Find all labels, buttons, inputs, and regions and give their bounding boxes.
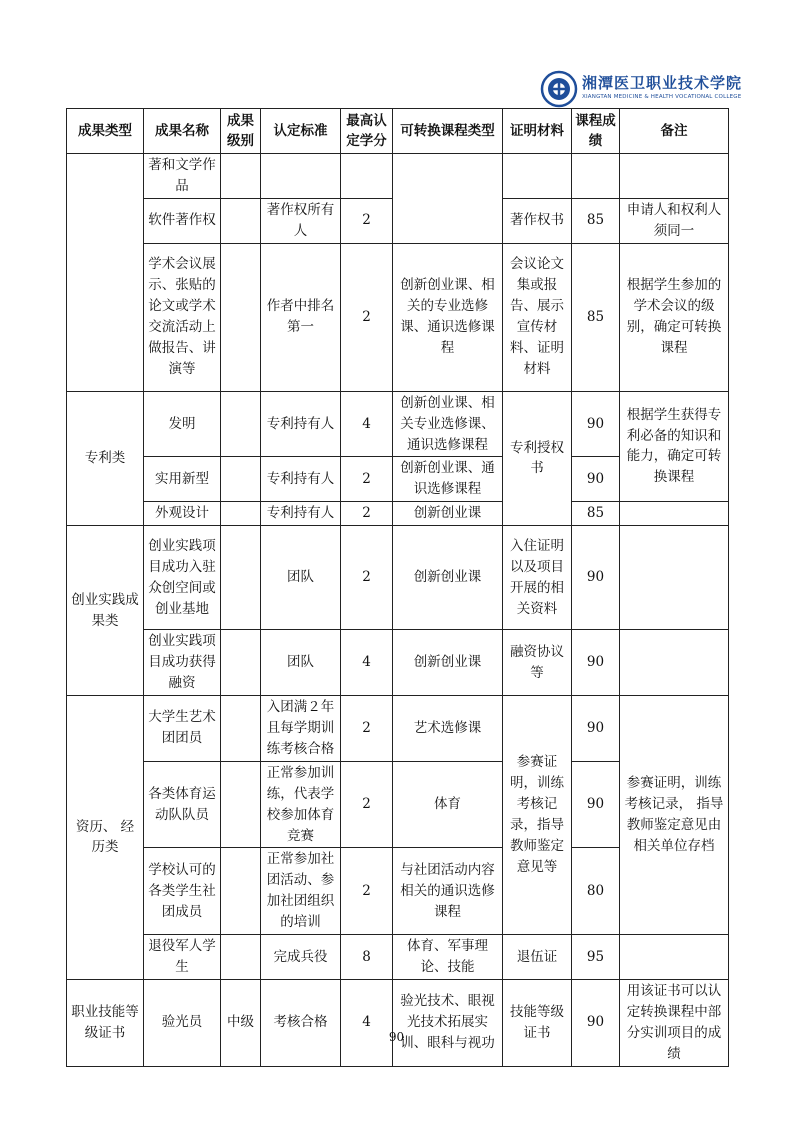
table-row <box>67 935 729 980</box>
score: 85 <box>572 198 620 243</box>
table-row <box>67 526 729 630</box>
header-cell: 成果级别 <box>221 109 261 154</box>
table-row <box>67 979 729 1066</box>
credit: 4 <box>341 630 393 696</box>
standard: 正常参加训练，代表学校参加体育竞赛 <box>261 761 341 848</box>
course-type: 创新创业课、相关的专业选修课、通识选修课程 <box>393 243 503 391</box>
credit: 2 <box>341 695 393 761</box>
header-cell: 成果名称 <box>144 109 221 154</box>
achievement-name: 实用新型 <box>144 457 221 502</box>
achievement-name: 验光员 <box>144 979 221 1066</box>
credit: 2 <box>341 502 393 526</box>
achievement-name: 各类体育运动队队员 <box>144 761 221 848</box>
school-logo <box>540 70 743 110</box>
proof: 著作权书 <box>503 198 572 243</box>
note: 参赛证明，训练考核记录， 指导教师鉴定意见由相关单位存档 <box>620 695 729 934</box>
standard: 著作权所有人 <box>261 198 341 243</box>
achievement-name: 创业实践项目成功入驻众创空间或 创业基地 <box>144 526 221 630</box>
course-type: 体育 <box>393 761 503 848</box>
note: 根据学生参加的学术会议的级别，确定可转换课程 <box>620 243 729 391</box>
course-type: 验光技术、眼视光技术拓展实训、眼科与视功 <box>393 979 503 1066</box>
credit: 4 <box>341 979 393 1066</box>
score: 90 <box>572 457 620 502</box>
course-type: 创新创业课 <box>393 502 503 526</box>
score: 90 <box>572 526 620 630</box>
proof: 专利授权书 <box>503 391 572 526</box>
score: 85 <box>572 243 620 391</box>
header-cell: 认定标准 <box>261 109 341 154</box>
proof: 参赛证明，训练考核记录，指导教师鉴定意见等 <box>503 695 572 934</box>
score: 85 <box>572 502 620 526</box>
table-header-row <box>67 109 729 154</box>
table-row <box>67 502 729 526</box>
header-cell: 证明材料 <box>503 109 572 154</box>
header-cell: 最高认定学分 <box>341 109 393 154</box>
proof: 退伍证 <box>503 935 572 980</box>
achievement-name: 学术会议展示、张贴的论文或学术交流活动上做报告、讲演等 <box>144 243 221 391</box>
credit: 2 <box>341 848 393 935</box>
standard: 团队 <box>261 526 341 630</box>
page-number: 90 <box>388 1030 405 1044</box>
achievement-name: 著和文学作品 <box>144 154 221 199</box>
standard: 团队 <box>261 630 341 696</box>
standard: 专利持有人 <box>261 391 341 457</box>
course-type: 创新创业课、相关专业选修课、通识选修课程 <box>393 391 503 457</box>
credit: 2 <box>341 198 393 243</box>
score: 90 <box>572 391 620 457</box>
achievement-name: 创业实践项目成功获得融资 <box>144 630 221 696</box>
achievement-level: 中级 <box>221 979 261 1066</box>
credit: 4 <box>341 391 393 457</box>
score: 80 <box>572 848 620 935</box>
header-cell: 备注 <box>620 109 729 154</box>
proof: 融资协议等 <box>503 630 572 696</box>
header-cell: 成果类型 <box>67 109 144 154</box>
achievement-name: 软件著作权 <box>144 198 221 243</box>
achievement-type: 创业实践成果类 <box>67 526 144 696</box>
school-name-en: XIANGTAN MEDICINE & HEALTH VOCATIONAL COLLEGE <box>582 94 742 100</box>
credit: 2 <box>341 457 393 502</box>
table-row <box>67 695 729 761</box>
table-row <box>67 630 729 696</box>
table-row <box>67 391 729 457</box>
standard: 考核合格 <box>261 979 341 1066</box>
course-type: 创新创业课 <box>393 526 503 630</box>
score: 90 <box>572 695 620 761</box>
credit: 2 <box>341 243 393 391</box>
course-type: 创新创业课 <box>393 630 503 696</box>
credit-table <box>66 108 729 1067</box>
score: 90 <box>572 630 620 696</box>
proof: 技能等级证书 <box>503 979 572 1066</box>
achievement-name: 大学生艺术团团员 <box>144 695 221 761</box>
proof: 入住证明以及项目开展的相关资料 <box>503 526 572 630</box>
proof: 会议论文集或报告、展示宣传材料、证明材料 <box>503 243 572 391</box>
standard: 入团满２年且每学期训练考核合格 <box>261 695 341 761</box>
standard: 专利持有人 <box>261 502 341 526</box>
achievement-name: 外观设计 <box>144 502 221 526</box>
score: 90 <box>572 979 620 1066</box>
course-type: 艺术选修课 <box>393 695 503 761</box>
header-cell: 可转换课程类型 <box>393 109 503 154</box>
standard: 正常参加社团活动、参加社团组织的培训 <box>261 848 341 935</box>
note: 申请人和权利人须同一 <box>620 198 729 243</box>
credit: 2 <box>341 761 393 848</box>
credit: 2 <box>341 526 393 630</box>
course-type: 体育、军事理论、技能 <box>393 935 503 980</box>
achievement-name: 学校认可的各类学生社团成员 <box>144 848 221 935</box>
table-row <box>67 154 729 199</box>
note: 用该证书可以认定转换课程中部分实训项目的成绩 <box>620 979 729 1066</box>
achievement-type: 职业技能等级证书 <box>67 979 144 1066</box>
achievement-type: 资历、 经历类 <box>67 695 144 979</box>
table-row <box>67 243 729 391</box>
achievement-type: 专利类 <box>67 391 144 526</box>
score: 90 <box>572 761 620 848</box>
achievement-name: 发明 <box>144 391 221 457</box>
school-name: 湘潭医卫职业技术学院 <box>582 74 743 92</box>
standard: 作者中排名第一 <box>261 243 341 391</box>
header-cell: 课程成绩 <box>572 109 620 154</box>
credit: 8 <box>341 935 393 980</box>
school-emblem-icon <box>540 70 578 108</box>
note: 根据学生获得专利必备的知识和能力，确定可转换课程 <box>620 391 729 502</box>
achievement-name: 退役军人学生 <box>144 935 221 980</box>
course-type: 创新创业课、通识选修课程 <box>393 457 503 502</box>
score: 95 <box>572 935 620 980</box>
standard: 专利持有人 <box>261 457 341 502</box>
course-type: 与社团活动内容相关的通识选修课程 <box>393 848 503 935</box>
standard: 完成兵役 <box>261 935 341 980</box>
